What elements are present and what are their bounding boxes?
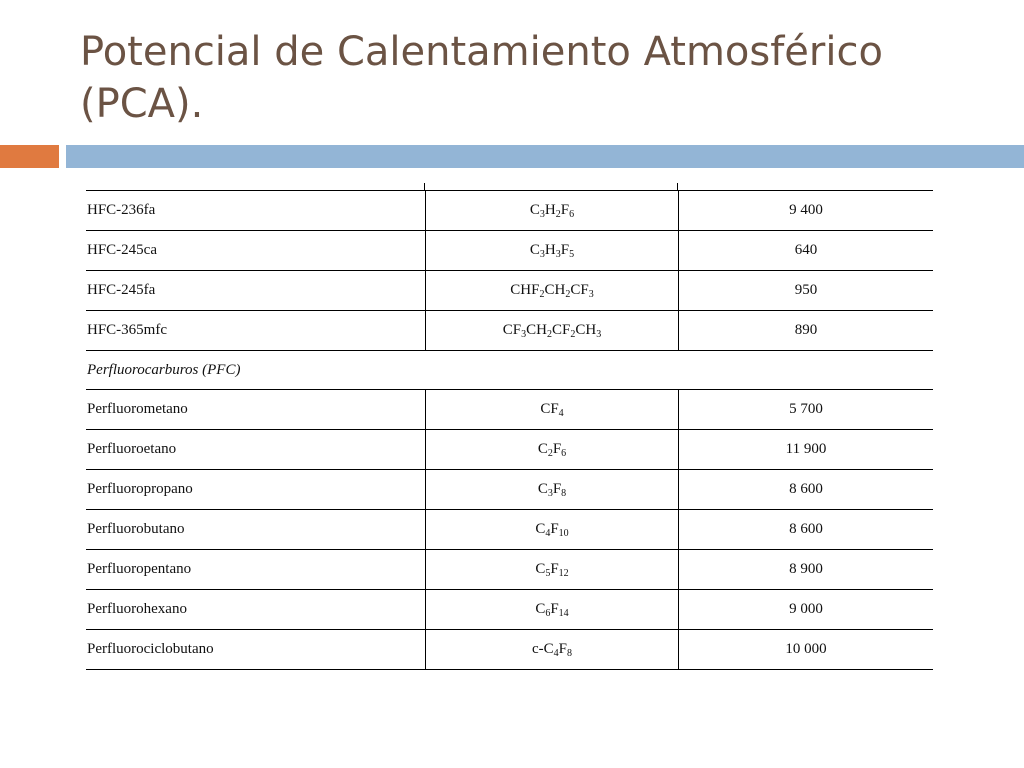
table-row: [86, 510, 933, 550]
table-row: [86, 390, 933, 430]
gwp-value: 640: [679, 230, 934, 270]
gwp-value: 10 000: [679, 629, 934, 669]
chemical-formula: $CF_3CH_2CF_2CH_3$: [426, 310, 679, 350]
gwp-value: 9 400: [679, 191, 934, 231]
chemical-formula: $C_3H_3F_5$: [426, 230, 679, 270]
section-label: Perfluorocarburos (PFC): [86, 350, 933, 390]
table-row: [86, 589, 933, 629]
accent-bar-orange: [0, 145, 59, 168]
chemical-formula: $C_2F_6$: [426, 430, 679, 470]
compound-name: Perfluorociclobutano: [86, 629, 426, 669]
chemical-formula: $CHF_2CH_2CF_3$: [426, 270, 679, 310]
gwp-value: 8 600: [679, 470, 934, 510]
compound-name: Perfluoroetano: [86, 430, 426, 470]
chemical-formula: $C_6F_{14}$: [426, 589, 679, 629]
compound-name: HFC-365mfc: [86, 310, 426, 350]
table-row: [86, 470, 933, 510]
compound-name: HFC-245ca: [86, 230, 426, 270]
gwp-value: 890: [679, 310, 934, 350]
table-row: [86, 629, 933, 669]
compound-name: Perfluorobutano: [86, 510, 426, 550]
compound-name: HFC-236fa: [86, 191, 426, 231]
table-row: [86, 310, 933, 350]
table-row: [86, 230, 933, 270]
chemical-formula: $C_4F_{10}$: [426, 510, 679, 550]
chemical-formula: $C_3F_8$: [426, 470, 679, 510]
chemical-formula: $C_5F_{12}$: [426, 550, 679, 590]
chemical-formula: $C_3H_2F_6$: [426, 191, 679, 231]
compound-name: HFC-245fa: [86, 270, 426, 310]
chemical-formula: $CF_4$: [426, 390, 679, 430]
section-row: [86, 350, 933, 390]
slide-title: Potencial de Calentamiento Atmosférico (PCA).: [80, 29, 883, 127]
column-divider-top: [677, 183, 678, 190]
chemical-formula: $c-C_4F_8$: [426, 629, 679, 669]
gwp-value: 9 000: [679, 589, 934, 629]
compound-name: Perfluorometano: [86, 390, 426, 430]
gwp-table: [86, 190, 933, 670]
gwp-value: 5 700: [679, 390, 934, 430]
accent-bar-blue: [66, 145, 1024, 168]
gwp-value: 11 900: [679, 430, 934, 470]
table-row: [86, 191, 933, 231]
table-row: [86, 270, 933, 310]
gwp-value: 950: [679, 270, 934, 310]
compound-name: Perfluoropropano: [86, 470, 426, 510]
compound-name: Perfluorohexano: [86, 589, 426, 629]
table-row: [86, 550, 933, 590]
column-divider-top: [424, 183, 425, 190]
gwp-value: 8 900: [679, 550, 934, 590]
compound-name: Perfluoropentano: [86, 550, 426, 590]
table-row: [86, 430, 933, 470]
gwp-value: 8 600: [679, 510, 934, 550]
